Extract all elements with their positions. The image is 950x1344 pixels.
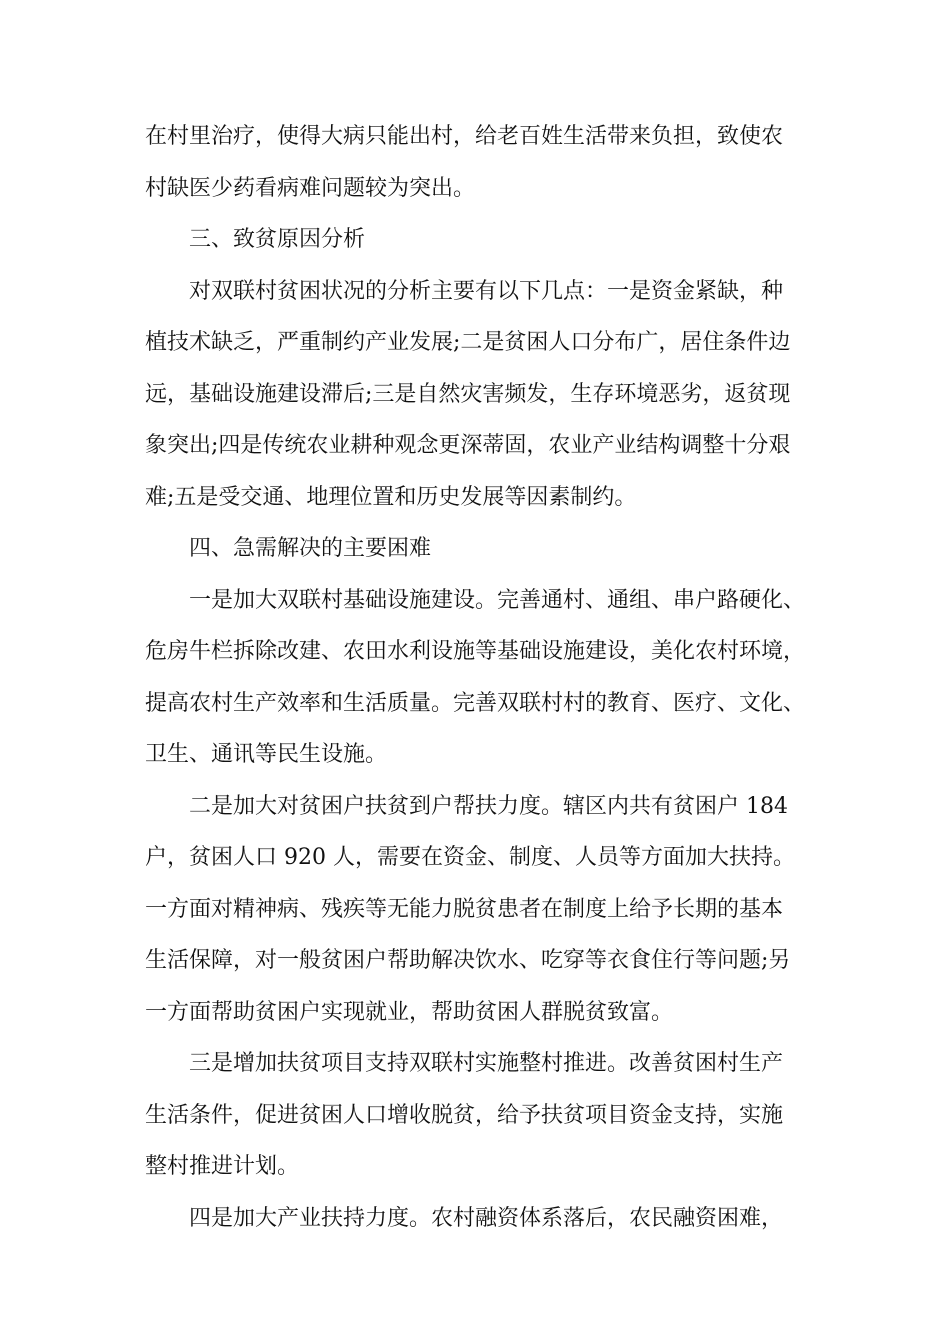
text-line: 难;五是受交通、地理位置和历史发展等因素制约。 bbox=[145, 484, 637, 510]
text-line: 卫生、通讯等民生设施。 bbox=[145, 742, 388, 767]
text-line: 整村推进计划。 bbox=[145, 1154, 300, 1179]
text-line: 在村里治疗，使得大病只能出村，给老百姓生活带来负担，致使农 bbox=[145, 124, 784, 149]
text-line: 一是加大双联村基础设施建设。完善通村、通组、串户路硬化、 bbox=[189, 587, 806, 613]
text-line: 一方面帮助贫困户实现就业，帮助贫困人群脱贫致富。 bbox=[145, 999, 674, 1025]
text-line: 二是加大对贫困户扶贫到户帮扶力度。辖区内共有贫困户 184 bbox=[189, 793, 788, 819]
text-line: 一方面对精神病、残疾等无能力脱贫患者在制度上给予长期的基本 bbox=[145, 896, 784, 922]
text-line: 危房牛栏拆除改建、农田水利设施等基础设施建设，美化农村环境， bbox=[145, 639, 806, 664]
text-line: 户，贫困人口 920 人，需要在资金、制度、人员等方面加大扶持。 bbox=[145, 845, 795, 870]
text-line: 村缺医少药看病难问题较为突出。 bbox=[145, 175, 476, 201]
text-line: 对双联村贫困状况的分析主要有以下几点：一是资金紧缺，种 bbox=[189, 278, 784, 304]
text-line: 四是加大产业扶持力度。农村融资体系落后，农民融资困难， bbox=[189, 1205, 784, 1231]
text-line: 生活条件，促进贫困人口增收脱贫，给予扶贫项目资金支持，实施 bbox=[145, 1102, 784, 1128]
text-line: 远，基础设施建设滞后;三是自然灾害频发，生存环境恶劣，返贫现 bbox=[145, 381, 791, 407]
text-line: 三是增加扶贫项目支持双联村实施整村推进。改善贫困村生产 bbox=[189, 1051, 784, 1076]
text-line: 提高农村生产效率和生活质量。完善双联村村的教育、医疗、文化、 bbox=[145, 690, 806, 716]
text-line: 象突出;四是传统农业耕种观念更深蒂固，农业产业结构调整十分艰 bbox=[145, 433, 791, 458]
text-line: 植技术缺乏，严重制约产业发展;二是贫困人口分布广，居住条件边 bbox=[145, 330, 791, 355]
section-heading: 三、致贫原因分析 bbox=[189, 227, 366, 252]
section-heading: 四、急需解决的主要困难 bbox=[189, 536, 432, 561]
text-line: 生活保障，对一般贫困户帮助解决饮水、吃穿等衣食住行等问题;另 bbox=[145, 948, 791, 973]
